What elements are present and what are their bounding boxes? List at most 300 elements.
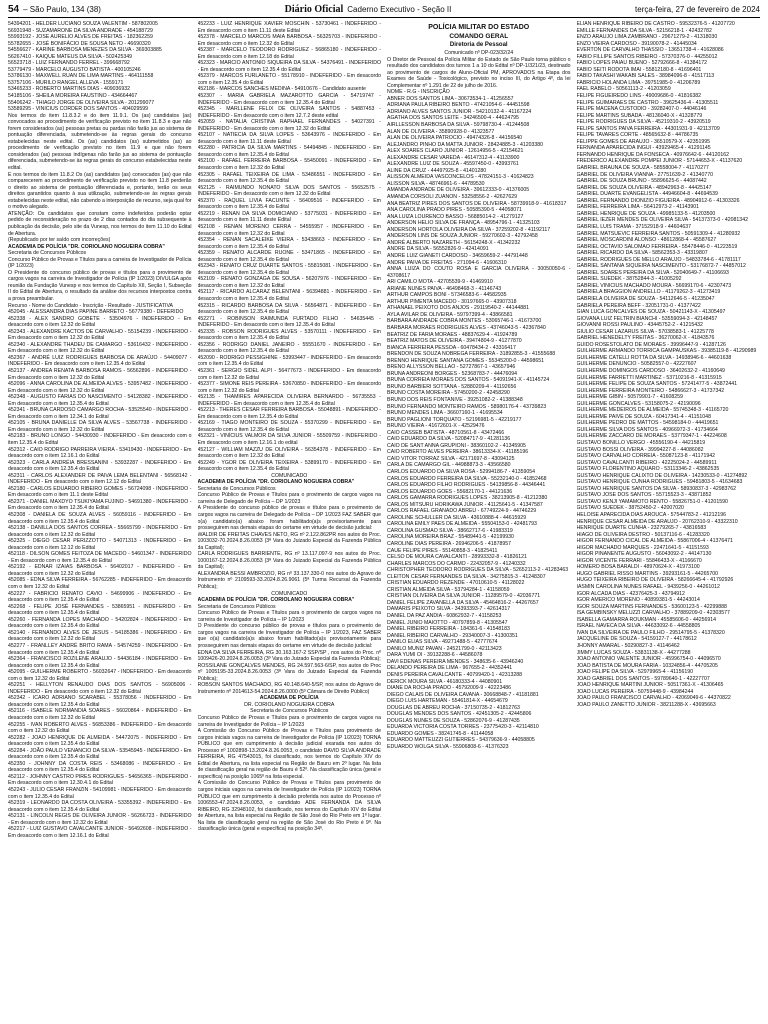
list-item: 452323 - MARCIO ANTONIO SIQUEIRA DA SILVA - 54376491 - INDEFERIDO - Em desacordo com o item 12.35.4 do Edital	[197, 60, 381, 73]
paragraph: (Republicado por ter saído com incorreções)	[8, 237, 111, 244]
list-item: ALAN DE OLIVEIRA PATROCIO - 49474326-8 - 44156540	[387, 135, 523, 142]
list-item: DAMARIS PEIXOTO SILVA - 34393393-7 - 42614317	[387, 606, 511, 613]
section-heading: DR. CORIOLANO NOGUEIRA COBRA	[244, 701, 335, 708]
list-item: CARLOS EDUARDO FILHO RODRIGUES - 54139856-8 - 44346441	[387, 482, 546, 489]
list-item: GUSTAVO JOSE DOS SANTOS - 55715523-3 - 43871852	[576, 492, 712, 499]
section-heading: ACADEMIA DE POLÍCIA "DR. CORIOLANO NOGUEIRA COBRA"	[197, 597, 355, 604]
list-item: HIGOR MACHADO MARQUES - 22471641-5 - 41151593	[576, 544, 709, 551]
list-item: ANDERSON LINS DE SOUZA JUNIOR - 59270602-3 - 42792458	[387, 233, 538, 240]
list-item: 452371 - DANIEL MAXDYO TSUKIYAMA FUJINO - 54691380 - INDEFERIDO - Em desacordo com o item 12.35.4 do Edital	[8, 498, 192, 512]
list-item: ADRIANA PAULA RIBEIRO BENTO - 47421054-6 - 44451598	[387, 102, 530, 109]
list-item: GUILHERME CATELLI ROTTA DA SILVA - 14938946-6 - 44601638	[576, 354, 732, 361]
list-item: GUILHERME GONCALVES - 53158075-2 - 42190096	[576, 400, 701, 407]
list-item: GABRIEL SANTANA SIQUEIRA NASCIMENTO - 53176872-7 - 44857012	[576, 263, 746, 270]
page-number: 54	[8, 3, 20, 15]
section-subheading: Secretaria de Concursos Públicos	[8, 250, 87, 257]
list-item: DIEGO LUIS HARTEMAN - 55461814-X - 44654679	[387, 698, 508, 705]
list-item: 452045 - ALESSANDRA DIAS PAPINE BARRETO - 56779380 - DEFERIDO	[8, 309, 184, 316]
list-item: FABRICIO HOLANDA LIMA - 39751985-0 - 41206789	[576, 79, 701, 86]
list-item: GUSTAVO CAVALCANTI RIBEIRO - 42225024-2 - 44589911	[576, 459, 717, 466]
list-item: 452307 - MARIA GABRIELA MAZAROTTO GARCIA - 54719747 - INDEFERIDO - Em desacordo com o item 12.35.4 do Edital	[197, 93, 381, 106]
list-item: GABRIEL HENEDELTY FREITAS - 36270062-X - 41843576	[576, 335, 715, 342]
list-item: BRENNO HENRIQUE SANTANA GOMES - 55345200-0 - 44598651	[387, 357, 545, 364]
list-item: 452284 - JOÃO PAULO VENANCIO DA SILVA - 53545945 - INDEFERIDO - Em desacordo com o item 12.35.4 do Edital	[8, 747, 192, 761]
list-item: GABRIELA PEREIRA BEFF - 32051731-0 - 41377422	[576, 302, 701, 309]
list-item: ABNER DOS SANTOS LIMA - 30673534-1 - 41256557	[387, 95, 514, 102]
list-item: CAIO VITOR TORRAZ SILVA - 42171697-8 - 43094125	[387, 455, 515, 462]
list-item: HIAGO DE OLIVEIRA DESTRO - 50137116-6 - 41283320	[576, 531, 710, 538]
list-item: GUSTAVO FLORENTINO AQUARO - 53113346-2 - 43862535	[576, 466, 720, 473]
list-item: CRISTIAN EDUARDO REZENDE - 47010610-5 - 41128022	[387, 580, 525, 587]
list-item: FERNANDO HENRIQUE DA FONSECA - 40976642-6 - 44120162	[576, 151, 730, 158]
list-item: ADRIANO ALVES SANTOS JUNIOR - 54210132-4 - 41167224	[387, 108, 532, 115]
list-item: GUILHERME SILVA DOS SANTOS - 40966972-3 - 41734664	[576, 426, 718, 433]
list-item: CARLOS EDUARDO GOES - 55682170-1 - 44121636	[387, 488, 513, 495]
list-item: GABRIEL BRAUNA DE SOUZA - 58558004-7 - 41170277	[576, 165, 709, 172]
list-item: ANDRÉ ALBERTO NAZARETH - 56154248-X - 41342232	[387, 239, 521, 246]
list-item: ARTHUR CAMPOS BONI - 57346583-6 - 44582935	[387, 292, 507, 299]
list-item: 452213 - THERES CESAR FERREIRA BARBOSA - 55048891 - INDEFERIDO - Em desacordo com o item 12.35.4 do Edital	[197, 407, 381, 420]
column-3	[387, 21, 571, 1020]
list-item: DOUGLAS NUNES DE SOUZA - 52862076-9 - 41287435	[387, 717, 520, 724]
paragraph: A Comissão do Concurso Público de Provas e Títulos para provimento de cargos iniciais vagos na carreira de Investigador de Polícia (IP 1/2023) TORNA PÚBLICO que em cumprimento à decisão judicial exarada nos autos do Processo nº 1002898-13.2024.8.26.0053, o candidato DAVID SILVA ANDRADE FERREIRA, RG 47543015, foi classificado, nos termos do Capítulo XIV do Edital de Abertura, na lista especial na Região de Bauru em 2º lugar. Na lista de classificação geral na região de Bauru é 52º. Na classificação única (geral e específica) na posição 1065º na lista especial.	[197, 728, 381, 780]
list-item: 452280 - PATRICIA DA SILVA MARTINS - 54494845 - INDEFERIDO - Em desacordo com o item 12.35.4 do Edital	[197, 145, 381, 158]
list-item: GUILHERME GIBIN - 50579901-7 - 41608259	[576, 394, 683, 401]
list-item: BEATRIZ MATOS DE OLIVEIRA - 39474804-9 - 41277870	[387, 338, 522, 345]
list-item: ENZO ARAUJO LIMA ZAMBRANO - 29671279-2 - 41318030	[576, 34, 718, 41]
section-subheading: Secretaria de Concursos Públicos	[197, 485, 276, 492]
list-item: 452342 - ICARO ADRIANO SCARABEL - 55378056 - INDEFERIDO - Em desacordo com o item 12.35.4 do Edital	[8, 695, 192, 708]
list-item: 452117 - RICARDO ALCARAZ BELENTANI - 56394881 - INDEFERIDO - Em desacordo com o item 12.35.4 do Edital	[197, 289, 381, 302]
list-item: FELIPE RODRIGUES DA SILVA - 45219310-2 - 43920519	[576, 119, 711, 126]
list-item: CARLOS EDUARDO FERREIRA DA SILVA - 55232140-0 - 41852468	[387, 475, 547, 482]
list-item: GUSTAVO BONILLO VERGO - 45556190-4 - 44215819	[576, 440, 706, 446]
list-item: GABRIELA OLIVEIRA DE SOUZA - 54112646-5 - 41235047	[576, 295, 715, 302]
list-item: DANIEL DA PAZ ANDIA - 60862932-7 - 41158253	[387, 613, 502, 620]
list-item: 452131 - LINCOLN REGIS DE OLIVEIRA JUNIOR - 56266723 - INDEFERIDO - Em desacordo com o item 12.32 do Edital	[8, 813, 192, 826]
paragraph: ROBSON SANTOS MACHADO, RG 40.148.640-5/SP, nos autos do Agravo de Instrumento nº 2014613-54.2024.8.26.0000 (5º Câmara de Direito Público)	[197, 682, 381, 695]
list-item: 452348 - AUGUSTO FARIAS DO NASCIMENTO - 54128382 - INDEFERIDO - Em desacordo com o item 12.35.4 do Edital	[8, 394, 192, 407]
list-item: FELIPE MARTINS SUBADA - 48136040-X - 41328779	[576, 112, 703, 119]
paragraph: Concurso Público de Provas e Títulos para a carreira de Investigador de Polícia (IP 1/2023)	[8, 256, 192, 270]
list-item: GUSTAVO SUEDEK - 38752450-2 - 42007020	[576, 505, 684, 512]
section-heading: POLÍCIA MILITAR DO ESTADO	[428, 24, 530, 31]
list-item: FELIPE MACENA CUSTODIO - 39282407-0 - 44046146	[576, 106, 707, 113]
section-heading: ACADEMIA DE POLÍCIA "DR. CORIOLANO NOGUEIRA COBRA"	[8, 243, 165, 250]
list-item: GUILHERME FERREIRA MONTEIRO - 54866627-3 - 41737342	[576, 387, 725, 394]
list-item: BRUNO DOS REIS FONTANIVE - 39251082-2 - 41388348	[387, 396, 523, 403]
list-item: 452343 - RENATO CRUZ DUARTE SANTOS - 55815081 - INDEFERIDO - Em desacordo com o item 12.35.4 do Edital	[197, 263, 381, 276]
paragraph: O Presidente do concurso público de provas e títulos para o provimento de cargos vagos na carreira de Investigador de Polícia (IP 1/2023) DIVULGA após reunião da Fundação Vunesp e nos termos do Capítulo XII, Seção I, Subseção II do Edital de Abertura, o resultado da análise dos recursos interpostos contra a prova preambular.	[8, 269, 192, 302]
list-item: CAROLINA MOREIRA BRAZ - 55489441-5 - 42199930	[387, 534, 514, 541]
list-item: 53786130 - MAXWELL RUAN DE LIMA MARTINS - 464111558	[8, 73, 154, 80]
list-item: GUILHERME DENUNCIO - 50582557-0 - 42227607	[576, 361, 697, 368]
list-item: GABRIEL DE SOUZA OLIVEIRA - 48942963-8 - 44425147	[576, 184, 712, 191]
list-item: CAROLINE DIAS PEREIRA - 26946206-5 - 41878957	[387, 541, 511, 548]
list-item: 452343 - ALEXANDRE KACTOS DE CARVALHO - 55154239 - INDEFERIDO - Em desacordo com o item 12.32 do Edital	[8, 328, 192, 342]
list-item: 452367 - ANDRÉ LUIZ RODRIGUES BARBOSA DE ARAÚJO - 54409077 - INDEFERIDO - Em desacordo com o item 12.35.4 do Edital	[8, 354, 192, 368]
list-item: ANDERSON HELIO SILVA DE FRANÇA - 48954796-1 - 41325103	[387, 220, 540, 227]
list-item: 452335 - ROBSON RODRIGUES ALVES - 53570111 - INDEFERIDO - Em desacordo com o item 12.35.4 do Edital	[197, 328, 381, 342]
list-item: ALISSON SILVA - 48746961-6 - 44789530	[387, 180, 485, 187]
list-item: GUILHERME MEDEIROS DE ALMEIDA - 55745348-3 - 41165720	[576, 407, 729, 414]
list-item: ALEJANDRO PINHO DA MATTA JUNIOR - 28424885-3 - 41203380	[387, 141, 544, 148]
list-item: 56267410 - KAIQUE MATEUS DA SILVA - 502425349	[8, 53, 132, 60]
list-item: DIANE DA ROCHA PRADO - 45792009-9 - 42223486	[387, 685, 511, 692]
paragraph: ROSSILANE GONÇALVES MENDES, RG 24.597.563-6/SP, nos autos do Proc nº 1005195-33.2024.8.26.0053 (3ª Vara do Juizado Especial da Fazenda Pública);	[197, 662, 381, 682]
list-item: GABRIEL HENRIQUE DE SOUZA - 49985133-5 - 41203500	[576, 210, 716, 217]
list-item: 452095 - GUILHERME ROBERTO - 56032647 - INDEFERIDO - Em desacordo com o item 12.32 do Edital	[8, 669, 192, 682]
list-item: 452325 - DIEGO CESAR PERIZZOTTO - 54071313 - INDEFERIDO - Em desacordo com o item 12.12 do Edital	[8, 538, 192, 551]
list-item: 452108 - RENAN MORENO CERRA - 54555957 - INDEFERIDO - Em desacordo com o item 12.32 do Edital	[197, 223, 381, 237]
list-item: DANIEL FELIPE ZAVANELLA DA SILVA - 45464816-2 - 44267657	[387, 599, 539, 606]
list-item: DELANDO PEREIRA DE LIMA - 967655-2 - 44352441	[387, 665, 513, 672]
list-item: JOAO ANTONIO VALENTE JUNIOR - 45996754-0 - 44096570	[576, 656, 721, 663]
list-item: HENRIQUE CESAR ALMEIDA DE ARAUJO - 20762310-9 - 43322310	[576, 518, 738, 525]
name-list	[8, 21, 192, 113]
list-item: 452364 - FRANCISCO ROZILENE ARAUJO - 54436184 - INDEFERIDO - Em desacordo com o item 12.35.4 do Edital	[8, 656, 192, 669]
list-item: 452227 - FABRICIO RENATO CAVIO - 54699906 - INDEFERIDO - Em desacordo com o item 12.35.4 do Edital	[8, 590, 192, 604]
notice-label: COMUNICADO	[271, 472, 308, 479]
list-item: CAUE FELIPE PIRES - 55140858-3 - 41825411	[387, 547, 498, 554]
list-item: ALISSON ALMEIDA VASCONCELOS - 47824151-3 - 41624823	[387, 174, 534, 181]
paragraph: EDNA DA SILVA FERREIRA, RG 30.163.167-2 SSP/SP , nos autos do Proc. nº 1009426-20.2024.8.26.0053 (3º Vara do Juizado Especial da Fazenda Pública);	[197, 649, 381, 663]
paragraph: Concurso Público de Provas e Títulos para o provimento de cargos vagos na carreira de Investigador de Polícia – IP 1/2023	[197, 610, 381, 623]
list-item: GABRIELA BRAGGION ANDRELLO - 41179262-3 - 41273419	[576, 289, 721, 296]
list-item: ENZO VIEIRA CARDOSO - 39190078-2 - 41445034	[576, 40, 697, 47]
list-item: GABRIEL VINICIUS MACHADO MOURA - 56699170-6 - 42307473	[576, 282, 732, 289]
list-item: GUSTAVO CARVALHO CORREIA - 55087123-8 - 41171942	[576, 453, 715, 460]
section-heading: ACADEMIA DE POLÍCIA "DR. CORIOLANO NOGUEIRA COBRA"	[197, 479, 355, 486]
list-item: GABRIEL MOSCARDINI ALONSO - 48612868-4 - 45587627	[576, 237, 717, 244]
list-item: 452377 - SIMONE REIS PEREIRA - 53670850 - INDEFERIDO - Em desacordo com o item 12.32 do Edital	[197, 381, 381, 394]
list-item: CARLOS EDUARDO DA SILVA ROSA - 52994186-7 - 41359054	[387, 469, 536, 475]
list-item: JHONNY AMARAL - 50290827-3 - 41146462	[576, 642, 680, 649]
list-item: GUILHERME ZACCARO DE MORAES - 53779347-1 - 44224608	[576, 433, 727, 440]
list-item: ARI CAMILO MOTA - 42705539-9 - 41469910	[387, 279, 493, 286]
list-item: AYLA AVILAR DE OLIVEIRA - 59797399-4 - 43866581	[387, 311, 513, 318]
notice-label: COMUNICADO	[271, 590, 308, 597]
list-item: EDUARDO WOLGA SILVA - 55906808-6 - 41376323	[387, 743, 509, 750]
list-item: GUILHERME FARRETTI MARTINEZ - 53710216-8 - 41315915	[576, 374, 722, 381]
list-item: AMANDA ANDRADE DE OLIVEIRA - 39612333-0 - 41376005	[387, 187, 530, 194]
list-item: 452359 - RENATO ALCARDE RUONE - 53471865 - INDEFERIDO - Em desacordo com o item 12.35.4 do Edital	[197, 250, 381, 263]
list-item: EDUARDO GOMES - 38241745-8 - 41144058	[387, 730, 494, 737]
list-item: GUILHERME FELIPE DE SOUZA SANTOS - 57241477-5 - 43872441	[576, 381, 738, 388]
list-item: CAROLINE SCHULLER DA SILVA - 43610888-4 - 44615929	[387, 514, 527, 521]
list-item: 452350 - JOHNNY DA COSTA REIS - 53468086 - INDEFERIDO - Em desacordo com o item 12.35.4 do Edital	[8, 760, 192, 774]
list-item: DOUGLAS MENDES DOS SANTOS - 42451305-2 - 42445806	[387, 711, 532, 718]
list-item: BRENO ALLYSSON BELLAO - 52727867-1 - 43657946	[387, 364, 516, 371]
section-heading: ACADEMIA DE POLÍCIA	[259, 695, 319, 702]
list-item: 452305 - RAFAEL TEIXEIRA DE LIMA - 53486551 - INDEFERIDO - Em desacordo com o item 12.35.4 do Edital	[197, 171, 381, 185]
list-item: BEATRIZ DE FARIA MORAES - 48837629-4 - 41924789	[387, 331, 518, 338]
section-heading: COMANDO GERAL	[449, 33, 509, 40]
list-item: ARIANE NUNES PAIVA - 46498468-3 - 41146743	[387, 285, 502, 292]
list-item: 53589295 - VINICIUS CORDER DOS SANTOS - 404029599	[8, 106, 149, 113]
list-item: 452137 - ANDREA RENATA BARBOSA RAMOS - 56562896 - INDEFERIDO - Em desacordo com o item 12.32 do Edital	[8, 367, 192, 381]
list-item: DANIEL RIBEIRO FERREIRA - 184361-6 - 41548183	[387, 626, 510, 633]
list-item: 452217 - LUIZ GUSTAVO CAVALCANTE JUNIOR - 56492608 - INDEFERIDO - Em desacordo com o item 12.16.1 do Edital	[8, 826, 192, 839]
list-item: 452140 - FERNANDO ALVES DE JESUS - 54185386 - INDEFERIDO - Em desacordo com o item 12.32 do Edital	[8, 629, 192, 643]
list-item: 56931948 - SUZAMARONE DA SILVA ANDRADE - 454188729	[8, 27, 153, 34]
list-item: 55406242 - THIAGO JORGE DE OLIVEIRA SILVA - 201299077	[8, 99, 155, 106]
paragraph: WALDIR DE FREITAS CHAVES NETO, RG nº 2.122.862PR nos autos do Proc. 1003032-70.2024.8.26.0053 (3ª Vara do Juizado Especial da Fazenda Pública da Capital);	[197, 531, 381, 551]
list-item: 53779479 - MARCELO AUGUSTO BATISTA - 400105246	[8, 66, 141, 73]
list-item: FELIPPE GOMES DE ARAUJO - 36510579-X - 42351995	[576, 138, 710, 145]
list-item: IGOR SOUZA MARTINS FERNANDES - 53600123-5 - 42299888	[576, 603, 727, 610]
list-item: GABRIEL DUARTE EVANGELISTA - 44946604-8 - 44694539	[576, 191, 718, 198]
list-item: 452180 - CARLOS EDUARDO RIBEIRO GOMES - 56724098 - INDEFERIDO - Em desacordo com o item 11.1 deste Edital	[8, 485, 192, 499]
notice-number: Comunicado nº DP-023/32/24	[444, 50, 514, 56]
paragraph: Recurso - Nome do Candidato - Inscrição - Resultado - JUSTIFICATIVA	[8, 302, 173, 309]
list-item: JOAO PAULO ZANETTO JUNIOR - 38211288-X - 43695663	[576, 701, 716, 708]
list-item: ISABELLA GAMARRA ROUKMAN - 45585606-0 - 44256914	[576, 616, 717, 623]
list-item: GUSTAVO HENRIQUE SANTOS DA SILVA - 58930837-3 - 42983762	[576, 485, 737, 492]
list-item: GABRIEL RICARDO DA SILVA - 58562353-3 - 43319807	[576, 250, 708, 257]
list-item: 452233 - LUIZ HENRIQUE XAVIER MOSCHIN - 53730461 - INDEFERIDO - Em desacordo com o item 11.11 deste Edital	[197, 21, 381, 34]
list-item: ALEXANDRE CESAR VAREDA - 46147312-4 - 41133900	[387, 154, 520, 161]
name-list	[387, 96, 571, 751]
list-item: HOMERO BOSA BARALDI - 48970624-X - 41973100	[576, 564, 700, 571]
list-item: 452107 - NATIECIA DA SILVA LOPES - 53643976 - INDEFERIDO - Em desacordo com o item 11.11 deste Edital	[197, 132, 381, 145]
list-item: ALAN DE OLIVEIRA - 35890928-0 - 41323577	[387, 128, 495, 135]
header-city: – São Paulo, 134 (38)	[23, 4, 101, 14]
list-item: BRENDON DE SOUZA NOBREGA FERREIRA - 31892855-3 - 41555688	[387, 351, 556, 358]
list-item: 452378 - MARCELO MARCOS MAIA BARBOSA - 56325703 - INDEFERIDO - Em desacordo com o item 12.32 do Edital	[197, 34, 381, 47]
list-item: CLEITON CESAR FERNANDES DA SILVA - 34275815-3 - 41248307	[387, 573, 546, 580]
column-1	[8, 21, 192, 1020]
list-item: JOAO GABRIEL DOS SANTOS - 59789640-1 - 42227707	[576, 675, 710, 682]
list-item: JOAO HENRIQUE MARTINI JUNIOR - 50517361-X - 41306465	[576, 682, 724, 689]
list-item: CRISTIAN ALMEIDA SILVA - 53794284-1 - 41158059	[387, 586, 510, 593]
paragraph: Concurso Público de Provas e Títulos para o provimento de cargos vagos na carreira de Delegado de Polícia – DP 1/2023	[197, 492, 381, 505]
list-item: DENIS PEREIRA CAVALCANTE - 40799420-1 - 42313288	[387, 671, 523, 678]
list-item: ATHANAEL PEIXOTO DOS ANJOS - 29119540-2 - 44144881	[387, 305, 529, 312]
list-item: CARLOS MITSURU HORIKAWA JUNIOR - 41125641-5 - 41347587	[387, 501, 543, 508]
list-item: ANNA LUIZA DO COUTO ROSA E GARCIA OLIVEIRA - 30050050-6 - 43708617	[387, 266, 571, 279]
list-item: CRISTIAN OLIVEIRA DA SILVA JUNIOR - 11289579-0 - 42036771	[387, 593, 541, 600]
list-item: HIGOR FERNANDO CICAL DE ALMEIDA - 55867006-4 - 41376471	[576, 538, 733, 545]
list-item: 452183 - BRUNO LONGO - 54430930 - INDEFERIDO - Em desacordo com o item 12.35.4 do Edital	[8, 433, 192, 446]
list-item: GABRIEL LUIS TRAMA - 37152918-9 - 44604637	[576, 223, 691, 230]
section-subheading: Secretaria de Concursos Públicos	[197, 603, 276, 610]
list-item: 452138 - DANILLA DOS SANTOS CORREA - 55665799 - INDEFERIDO - Em desacordo com o item 12.32 do Edital	[8, 525, 192, 538]
paragraph: ATENÇÃO: Os candidatos que constam como indeferidos poderão optar pedido de reconsideração no prazo de 2 dias contados do dia subsequente à publicação da decisão, pelo site da Vunesp, nos termos do item 11.10 do Edital de Abertura.	[8, 210, 192, 237]
list-item: 452249 - YGOR DE OLIVEIRA TEIXEIRA - 53899170 - INDEFERIDO - Em desacordo com o item 12.35.4 do Edital	[197, 459, 381, 473]
list-item: CAIO EDUARDO DA SILVA - 52084717-9 - 41281136	[387, 436, 511, 443]
header-rule	[8, 17, 760, 18]
list-item: DANIEL RIBEIRO CARVALHO - 29340007-3 - 41300351	[387, 632, 518, 639]
list-item: 452315 - RICARDO BARBOSA DA SILVA - 56564871 - INDEFERIDO - Em desacordo com o item 12.35.4 do Edital	[197, 302, 381, 316]
list-item: GIULIO CESAR LAZARUS SILVA - 57038583-1 - 41225778	[576, 328, 714, 335]
list-item: 452282 - JOAO HENRIQUE DE ALMEIDA - 54472075 - INDEFERIDO - Em desacordo com o item 12.35.4 do Edital	[8, 734, 192, 748]
list-item: 452112 - JOHNNY CASTRO PIRES RODRIGUES - 54656365 - INDEFERIDO - Em desacordo com o item 12.30.4.1 do Edital	[8, 773, 192, 787]
list-item: EDUARDO MATTEUZZI GUTIERRES - 54379636-9 - 44058805	[387, 737, 535, 744]
list-item: DIEGO CALAIS DE OLIVEIRA CAVANA - 30668848-7 - 41181881	[387, 691, 539, 698]
list-item: 54556627 - KARINE BARBOSA MENEZES DA SILVA - 369303885	[8, 47, 162, 54]
list-item: ALEXANDRE LUIZ DE SOUZA - 45597450-0 - 43993761	[387, 161, 519, 168]
list-item: GABRIEL DE OLIVEIRA VIANNA - 27751639-2 - 41340770	[576, 171, 713, 178]
list-item: 452379 - MARCOS FURLANETO - 55178910 - INDEFERIDO - Em desacordo com o item 12.35.4 do Edital	[197, 73, 381, 86]
list-item: GUIDO ROSESTOLATO DE MORAES - 39996447-9 - 41287126	[576, 341, 726, 348]
list-item: ANA CAROLINA PRADO PIRES - 50585390-5 - 44058071	[387, 207, 522, 214]
list-item: 452356 - RODRIGO DANIEL JANEIRO - 55551670 - INDEFERIDO - Em desacordo com o item 12.35.4 do Edital	[197, 341, 381, 355]
list-item: 452255 - IVAN ROBERTO ALVES - 56853386 - INDEFERIDO - Em desacordo com o item 12.32 do Edital	[8, 721, 192, 735]
paragraph: O Diretor de Pessoal da Polícia Militar do Estado de São Paulo torna público o resultado dos candidatos dos turnos 1 a 10 do Edital nº DP-1/321/23, destinado ao provimento de cargos de Aluno-Oficial PM, APROVADOS na Etapa dos Exames de Saúde - Toxicológico, previsto no inciso III, do Artigo 4º, da lei Complementar nº 1.291 de 22 de julho de 2016.	[387, 56, 571, 89]
list-item: JOAO FELIPE DA SILVA - 52979965-4 - 41156190	[576, 669, 693, 676]
list-item: BRUNO VIEIRA - 41672601-X - 42529476	[387, 423, 485, 430]
list-item: 54185106 - SHEILA MOREIRA FAUSTINO - 434664467	[8, 93, 138, 100]
list-item: FELIPE SANTOS PAIVA FERREIRA - 44301931-9 - 42113709	[576, 125, 720, 132]
list-item: 452268 - FELIPE JOSÉ FERNANDES - 53865951 - INDEFERIDO - Em desacordo com o item 12.35.4 do Edital	[8, 603, 192, 617]
page-header	[8, 2, 760, 16]
list-item: 452341 - BRUNA CARDOSO CAMARGO ROCHA - 53525540 - INDEFERIDO - Em desacordo com o item 12.34.1 do Edital	[8, 407, 192, 420]
list-item: CHRISTOPHER TEODORO RODRIGUES DA SILVA - 52652113-2 - 41283463	[387, 567, 569, 574]
result-list	[8, 309, 192, 839]
list-item: CELSO DE MOURA CAVALCANTI - 28993332-8 - 41826121	[387, 554, 527, 561]
list-item: 452090 - RODRIGO PESSIGHINE - 53993447 - INDEFERIDO - Em desacordo com o item 12.35.4 do Edital	[197, 354, 381, 368]
list-item: GABRIEL RODRIGUES DE MELLO ARAUJO - 54833784-6 - 41781117	[576, 256, 741, 263]
list-item: 452370 - RAQUEL LIVIA FACUNTE - 56409516 - INDEFERIDO - Em desacordo com o item 12.35.4 do Edital	[197, 197, 381, 211]
list-item: ANDRE DA SILVA - 56552826-9 - 42414091	[387, 246, 489, 253]
list-item: 452308 - DANIELA DE SOUZA ALVES - 56059116 - INDEFERIDO - Em desacordo com o item 12.35.4 do Edital	[8, 512, 192, 525]
list-item: DANILO MUNIZ PAVAN - 24521799-0 - 42113423	[387, 645, 502, 652]
list-item: CAROLINA EMILY PAES DE ALMEIDA - 55504153-0 - 42481793	[387, 521, 537, 528]
list-item: GABRIEL DE SOUZA BRUNO - 55896625-6 - 44087442	[576, 178, 707, 185]
paragraph: E nos termos do item 11.8.2 Os (as) candidatos (as) convocados (as) que não comparecerem ao procedimento de verificação previsto no item 11.8 perderão o direito ao sistema de pontuação diferenciada e, portanto, terão os seus direitos garantidos quanto à sua utilização, submetendo-se às regras gerais estabelecidas neste edital, não cabendo a interposição de recurso, seja qual for o motivo alegado.	[8, 171, 192, 211]
list-item: 452125 - RAIMUNDO NONATO SILVA DOS SANTOS - 55652575 - INDEFERIDO - Em desacordo com o item 12.32 do Edital	[197, 184, 381, 198]
list-item: IGOR ALCADA DIAS - 42376425-3 - 43794912	[576, 590, 685, 597]
list-item: ANA BEATRIZ PIRES DOS SANTOS DE OLIVEIRA - 58739918-9 - 41618317	[387, 200, 567, 207]
list-item: BRUNO MENDES LIMA - 36607160-1 - 41695534	[387, 410, 503, 417]
list-item: 452251 - HELLYTON RENAUDO DIAS DOS SANTOS - 56905006 - INDEFERIDO - Em desacordo com o item 12.32 do Edital	[8, 682, 192, 695]
list-item: FELIPE TAVARES CORTE - 48565632-8 - 44786735	[576, 132, 699, 139]
column-4	[577, 21, 761, 1020]
list-item: BIANCA FERREIRA PESSOA - 60478434-2 - 43316417	[387, 344, 516, 351]
list-item: FELIPE GUIMARAES DE CASTRO - 39625436-4 - 41305511	[576, 99, 719, 106]
list-item: 452312 - CAIO RODRIGO PARREIRA VIEIRA - 53419430 - INDEFERIDO - Em desacordo com o item 12.16.1 do Edital	[8, 446, 192, 460]
list-item: 452321 - VINÍCIUS VALMOR DA SILVA JUNIOR - 55509759 - INDEFERIDO - Em desacordo com o item 12.16.1 do edital	[197, 433, 381, 446]
list-item: 452277 - FRANLLEY ANDRÉ BRITO RAMA - 54574259 - INDEFERIDO - Em desacordo com o item 12.35.4 do Edital	[8, 642, 192, 656]
list-item: 452127 - WILLIAM MAZZU DE OLIVEIRA - 56354378 - INDEFERIDO - Em desacordo com o item 12.32 do Edital	[197, 446, 381, 460]
list-item: CHARLES MARCOS DO CARMO - 22432057-9 - 41240332	[387, 560, 526, 567]
list-item: AGATHA DOS SANTOS LEITE - 34246500-4 - 44624795	[387, 115, 519, 122]
list-item: 452271 - ROBINSON RAIMUNDA FURTADO FILHO - 54635445 - INDEFERIDO - Em desacordo com o item 12.35.4 do Edital	[197, 315, 381, 329]
list-item: 55782655 - JOSÉ BONIFÁCIO DE SOUSA NETO - 46690320	[8, 40, 151, 47]
list-item: GUSTAVO HENRIQUE CALIXTO DE OLIVEIRA - 14230533-0 - 41274892	[576, 472, 748, 479]
list-item: CAROLINA GUSMAO SILVA - 38662717-6 - 41983319	[387, 527, 513, 534]
list-item: BRUNO FERNANDO MONTEIRO RAMOS - 58980176-4 - 43739823	[387, 403, 547, 410]
list-item: 452135 - THAMIRES APARECIDA OLIVEIRA BERNARDO - 56735553 - INDEFERIDO - Em desacordo com o item 12.35.4 do Edital	[197, 394, 381, 407]
list-item: 452116 - ISABELE NORMANDIA SOARES - 56020864 - INDEFERIDO - Em desacordo com o item 12.32 do Edital	[8, 708, 192, 721]
list-item: 452260 - FERNANDA LOPES MACHADO - 54202824 - INDEFERIDO - Em desacordo com o item 12.35.4 do Edital	[8, 616, 192, 630]
list-item: 452354 - RENAN SACALEIKE VIEIRA - 53438663 - INDEFERIDO - Em desacordo com o item 12.35.4 do Edital	[197, 237, 381, 250]
list-item: BRUNA ANDREONI BORGES - 52368783-7 - 44476094	[387, 370, 518, 377]
list-item: 452100 - RAFAEL FERREIRA BARBOSA - 55450091 - INDEFERIDO - Em desacordo com o item 12.32 do Edital	[197, 158, 381, 172]
list-item: DERICK MOURA SILVA - 46180333-4 - 44080901	[387, 678, 503, 685]
list-item: AMANDA CORSOLI ZUANON - 53258556-2 - 42627629	[387, 194, 518, 201]
list-item: GIAN LUCA GONCALVES DE SOUZA - 50421143-X - 41305497	[576, 309, 726, 316]
paragraph: Nos termos do item 11.8.3.2 e do item 11.9.1. Os (as) candidatos (as) convocados ao procedimento de verificação previsto no item 11.8.3 e que não forem considerados (as) pessoas pretas ou pardas não farão jus ao sistema de pontuação diferenciada, submetendo-se às regras gerais do concurso estabelecidas neste edital. Os (as) candidatos (as) submetidos (as) ao procedimento de verificação previsto no item 11.9 e que não forem considerados (as) pessoas indígenas não farão jus ao sistema de pontuação diferenciada, submetendo-se às regras gerais do concurso estabelecidas neste edital.	[8, 112, 192, 172]
list-item: FERNANDA APARECIDA INGUI - 43929465-4 - 41291145	[576, 145, 711, 152]
list-item: 56523718 - LUIZ FERNANDO FERREL - 399668792	[8, 60, 130, 67]
paragraph: CARLA RODRIGUES BARRIENTE, RG nº 13.117.097-9 nos autos do Proc. 1000167-12.2024.8.26.0053 (3ª Vara do Juizado Especial da Fazenda Pública da Capital);	[197, 551, 381, 571]
paragraph: O Presidente do concurso público de provas e títulos para o provimento de cargos vagos na carreira de Investigador de Polícia – IP 1/2023, FAZ SABER que o(a) candidato(a)s abaixo foram habilitado(a)s provisoriamente para prosseguirem nas demais etapas do certame em virtude de decisão judicial:	[197, 623, 381, 649]
list-item: CAIO ROBERTO ALVES PEREIRA - 38613334-X - 41185196	[387, 449, 529, 456]
list-item: GUSTAVO KENJI YAMAMOTO RENTO - 55826751-0 - 41201590	[576, 498, 728, 505]
list-item: DARA YUMI OI - 39132288-6 - 44586078	[387, 652, 483, 659]
list-item: JOAO LUCAS PEREIRA - 50759448-9 - 43984244	[576, 688, 694, 695]
list-item: GABRIEL SOARES PEREIRA DA SILVA - 52040649-7 - 41106693	[576, 269, 729, 276]
list-item: 452219 - RENAN DA SILVA DOMICIANO - 53775031 - INDEFERIDO - Em desacordo com o item 11.11 deste Edital	[197, 210, 381, 224]
list-item: HENRIQUE DUARTE CUNHA - 23279265-7 - 43816583	[576, 525, 707, 532]
list-item: GIOVANA LUIZ FELTRIN BIANCHI - 53559094-3 - 42148457	[576, 315, 718, 322]
list-item: 53757106 - MURILO RANGEL ALLEVA - 1559171	[8, 79, 124, 86]
paper-title: Diário Oficial	[284, 3, 344, 15]
list-item: GUILHERME DOMINGOS CARDOSO - 36402632-2 - 41160649	[576, 367, 725, 374]
paragraph: Concurso Público de Provas e Títulos para o provimento de cargos vagos na carreira de Investigador de Polícia – IP 1/2023	[197, 714, 381, 728]
list-item: FABIO LOPES PAIAU BUENO - 52792666-8 - 41384172	[576, 60, 708, 67]
list-item: IASMIN CAROLINA NUNES RAFAEL - 9439256-0 - 44261012	[576, 584, 720, 591]
list-item: CARLOS RAFAEL GRANADO ABREU - 67749224-9 - 44746229	[387, 508, 537, 515]
list-item: ISRAEL NAVECA DA SILVA - 44633092-6 - 44558805	[576, 623, 701, 630]
list-item: FABIO SEITI RODOTA IMAI - 55812180-8 - 41696401	[576, 66, 702, 73]
list-item: GIOVANNI ROSSI PAULINO - 43445752-2 - 41215432	[576, 322, 703, 329]
section-subheading: Diretoria de Pessoal	[449, 42, 508, 48]
list-item: GABRIEL MATSUEVIC FERREIRA SANTOS - 50591309-4 - 41280932	[576, 230, 741, 237]
column-2	[198, 21, 382, 1020]
list-item: 452340 - ALEXANDRE THADEU DE CAMARGO - 53616432 - INDEFERIDO - Em desacordo com o item 12.32 do Edital	[8, 341, 192, 355]
paragraph: ALEXANDRA BESSI AMBROZIO, RG nº 33.137.330-0 nos autos do Agravo de Instrumento nº 2109593-33.2024.8.26.9061 (5ª Turma Recursal da Fazenda Pública);	[197, 570, 381, 591]
list-item: 452345 - MARLLENE FELIX DE OLIVEIRA SANTOS - 54887453 - INDEFERIDO - Em desacordo com o item 12.7.2 deste edital	[197, 106, 381, 119]
list-header: NOME - R.G - INSCRIÇÃO	[387, 89, 450, 96]
list-item: GUILHERME PAIVE DE SOUZA - 60417341-4 - 41151048	[576, 413, 711, 420]
section-name: Caderno Executivo - Seção II	[347, 4, 452, 14]
list-item: 452361 - SERGIO SIDEL ALPI - 56477673 - INDEFERIDO - Em desacordo com o item 12.32 do Edital	[197, 367, 381, 381]
list-item: DOUGLAS DE ABREU ROCHA - 37150735-2 - 41812763	[387, 704, 520, 711]
header-center	[285, 4, 452, 15]
list-item: 452186 - MARCOS SANCHES MEDINA - 54910676 - Candidato ausente	[197, 86, 366, 93]
list-item: DANIEL JUNIO MAIOTTO - 40797859-8 - 41305547	[387, 619, 508, 626]
list-item: ELIAN HENRIQUE RIBEIRO DE CASTRO - 59532376-5 - 41207720	[576, 21, 735, 27]
name-list	[577, 21, 761, 708]
list-item: 452311 - CARLOS ALEXANDER DE PAIVA LEMA BELENTANI - 56568142 - INDEFERIDO - Em desacordo com o item 12.12 do Edital	[8, 472, 192, 486]
list-item: ANA LUIZA LOURENCO BASSO - 56885014-2 - 41279127	[387, 213, 524, 220]
header-left	[8, 4, 101, 15]
list-item: BRUNO BARBIERI SOTTANA - 52880209-4 - 41192656	[387, 383, 517, 390]
list-item: ARTHUR PIMENTA MACEDO - 30197665-0 - 43907318	[387, 298, 517, 305]
list-item: GABRIEL FERREIRA LIMA - 56412973-2 - 41143901	[576, 204, 700, 211]
list-item: ISA GEMBINSKY MELUZZI CARVALHO - 37889209-0 - 42303577	[576, 610, 730, 617]
list-item: JOAO PAULO FRANCISCO CARVALHO - 42069049-6 - 44370822	[576, 695, 731, 702]
paragraph: A Presidente do concurso público de provas e títulos para o provimento de cargos vagos na carreira de Delegado de Polícia – DP 1/2023 FAZ SABER que o(a) candidato(a) abaixo foram habilitado(a)s provisoriamente para prosseguirem nas demais etapas do certame em virtude de decisão judicial:	[197, 505, 381, 532]
list-item: IGOR AMERICO MORENO - 40899381-5 - 44243014	[576, 597, 700, 604]
list-item: 452109 - RENATO GONZAGA DE SOUSA - 56207976 - INDEFERIDO - Em desacordo com o item 12.32 do Edital	[197, 276, 381, 289]
list-item: 452319 - LEONARDO DA COSTA OLIVEIRA - 53355392 - INDEFERIDO - Em desacordo com o item 12.35.4 do Edital	[8, 800, 192, 813]
list-item: HUGO GABRIEL RISSO MARTINS - 39293161-5 - 44265700	[576, 570, 719, 577]
list-item: BRUNO COSTA MOREIRA - 57450200-2 - 42458290	[387, 390, 510, 397]
section-subheading: Secretaria de Concursos Públicos	[250, 708, 329, 715]
list-item: 452323 - CARLA ANDRÉIA BRESSANINI - 53932287 - INDEFERIDO - Em desacordo com o item 12.35.4 do Edital	[8, 459, 192, 473]
list-item: EVERTON DE CARVALHO THASSIO - 13651738-4 - 41628086	[576, 47, 724, 54]
list-item: ANDERSON HORTOLA OLIVEIRA DA SILVA - 37259202-8 - 41192117	[387, 226, 551, 233]
list-item: GUSTAVO HENRIQUE CUNHA RODRIGUES - 59481803-5 - 41634683	[576, 479, 743, 486]
list-item: JIMMY LUCAS SOUZA - 53831138-X - 44277288	[576, 649, 691, 656]
columns	[8, 21, 760, 1020]
list-item: DANILO ELIAS SILVA - 49271488-5 - 42777674	[387, 639, 498, 646]
list-item: GABRIEL FERNANDO DIONIZIO FIGUEIRA - 48904912-6 - 41303326	[576, 197, 740, 204]
